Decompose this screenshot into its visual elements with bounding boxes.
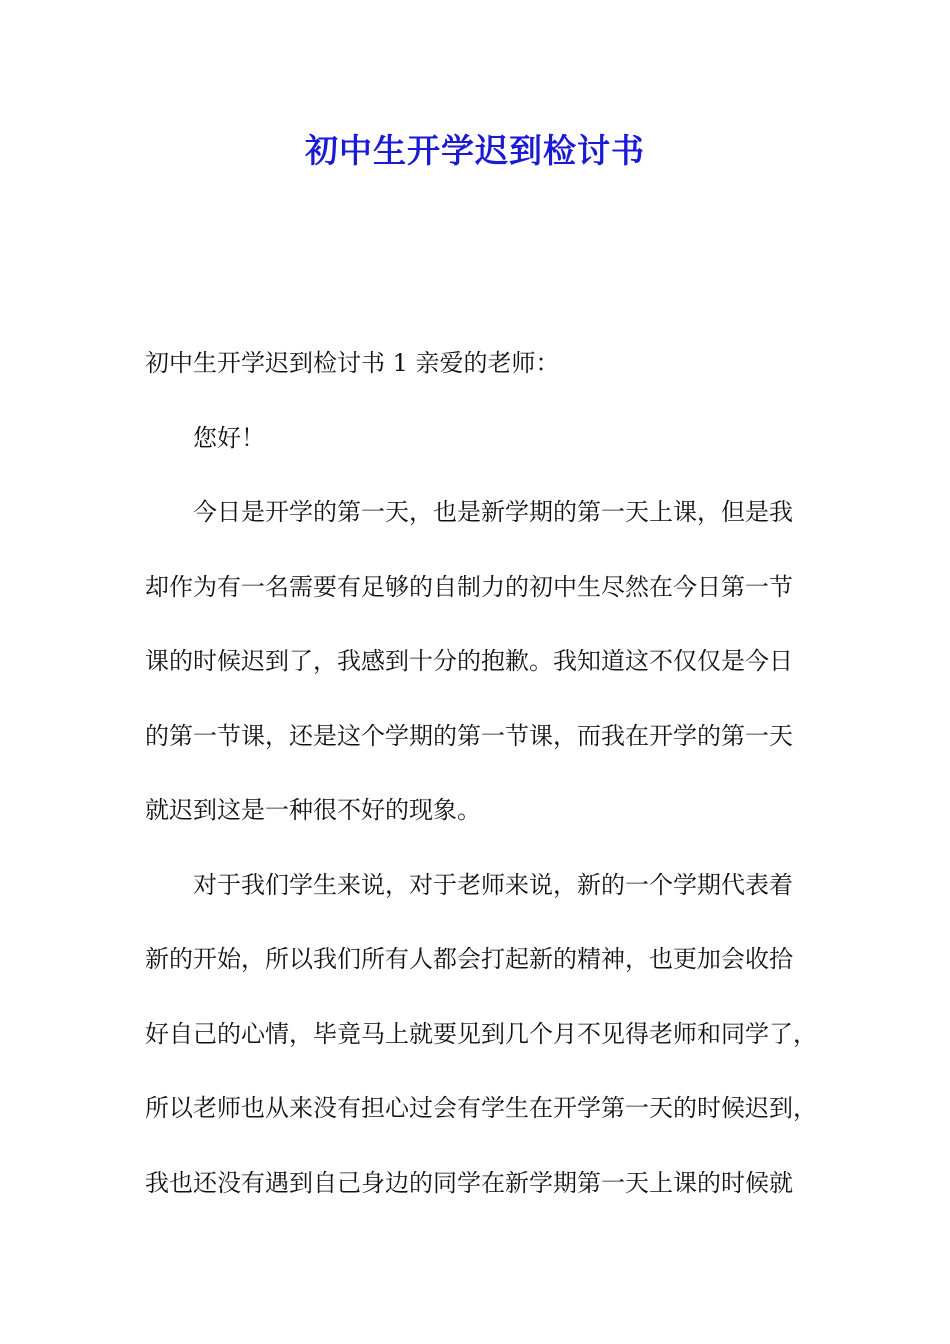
body-line: 对于我们学生来说，对于老师来说，新的一个学期代表着 <box>193 870 793 899</box>
body-line: 课的时候迟到了，我感到十分的抱歉。我知道这不仅仅是今日 <box>145 647 793 675</box>
body-line: 今日是开学的第一天，也是新学期的第一天上课，但是我 <box>193 498 793 526</box>
body-line: 所以老师也从来没有担心过会有学生在开学第一天的时候迟到， <box>145 1094 817 1122</box>
body-line: 就迟到这是一种很不好的现象。 <box>145 796 481 824</box>
body-line: 好自己的心情，毕竟马上就要见到几个月不见得老师和同学了， <box>145 1019 817 1048</box>
document-title: 初中生开学迟到检讨书 <box>305 131 645 170</box>
body-line: 的第一节课，还是这个学期的第一节课，而我在开学的第一天 <box>145 721 793 750</box>
body-line: 我也还没有遇到自己身边的同学在新学期第一天上课的时候就 <box>145 1168 793 1197</box>
body-line: 却作为有一名需要有足够的自制力的初中生尽然在今日第一节 <box>145 572 793 601</box>
body-line: 您好！ <box>193 423 265 452</box>
document-body <box>145 336 825 1230</box>
body-line: 新的开始，所以我们所有人都会打起新的精神，也更加会收拾 <box>145 945 793 973</box>
body-line: 初中生开学迟到检讨书 1 亲爱的老师： <box>145 349 560 377</box>
